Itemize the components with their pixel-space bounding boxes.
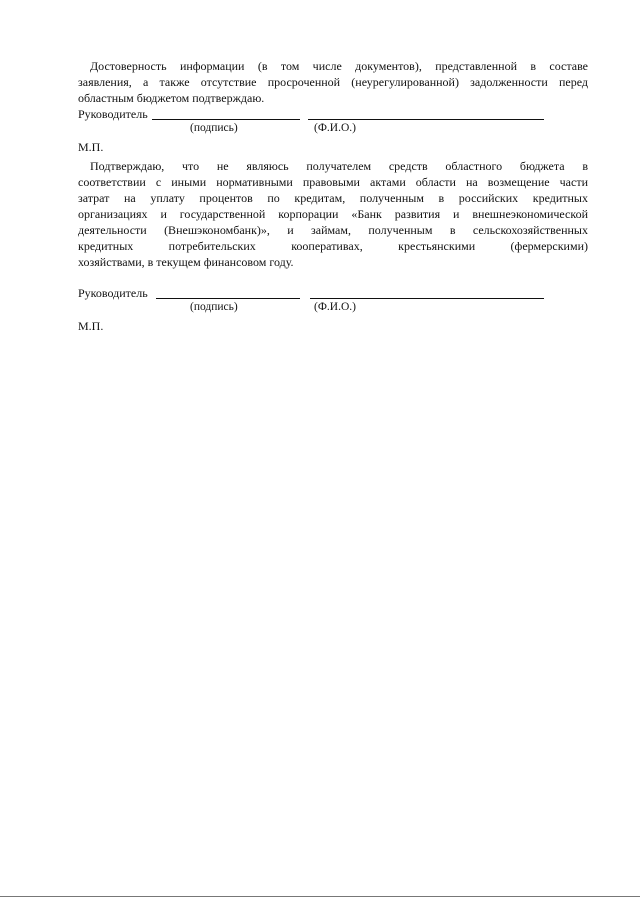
seal-mark: М.П. (78, 319, 104, 333)
name-caption: (Ф.И.О.) (314, 301, 356, 313)
name-caption: (Ф.И.О.) (314, 122, 356, 134)
paragraph-line: Подтверждаю, что не являюсь получателем средств областного бюджета в (90, 159, 588, 173)
paragraph-line: заявления, а также отсутствие просроченной (неурегулированной) задолженности перед (78, 75, 588, 89)
seal-mark: М.П. (78, 140, 104, 154)
page-bottom-edge (0, 896, 640, 897)
paragraph-line: организациях и государственной корпорации «Банк развития и внешнеэкономической (78, 207, 588, 221)
paragraph-line: затрат на уплату процентов по кредитам, полученным в российских кредитных (78, 191, 588, 205)
paragraph-line: хозяйствами, в текущем финансовом году. (78, 255, 294, 269)
paragraph-line: Достоверность информации (в том числе документов), представленной в составе (90, 59, 588, 73)
signature-block-1 (78, 106, 558, 134)
confirmation-paragraph-2 (78, 158, 588, 270)
paragraph-line: деятельности (Внешэкономбанк)», и займам, полученным в сельскохозяйственных (78, 223, 588, 237)
signatory-label: Руководитель (78, 107, 148, 121)
paragraph-line: соответствии с иными нормативными правовыми актами области на возмещение части (78, 175, 588, 189)
signatory-label: Руководитель (78, 286, 148, 300)
signature-caption: (подпись) (190, 301, 238, 313)
signature-block-2 (78, 285, 558, 313)
paragraph-line: областным бюджетом подтверждаю. (78, 91, 265, 105)
signature-caption: (подпись) (190, 122, 238, 134)
confirmation-paragraph-1 (78, 58, 588, 106)
paragraph-line: кредитных потребительских кооперативах, крестьянскими (фермерскими) (78, 239, 588, 253)
